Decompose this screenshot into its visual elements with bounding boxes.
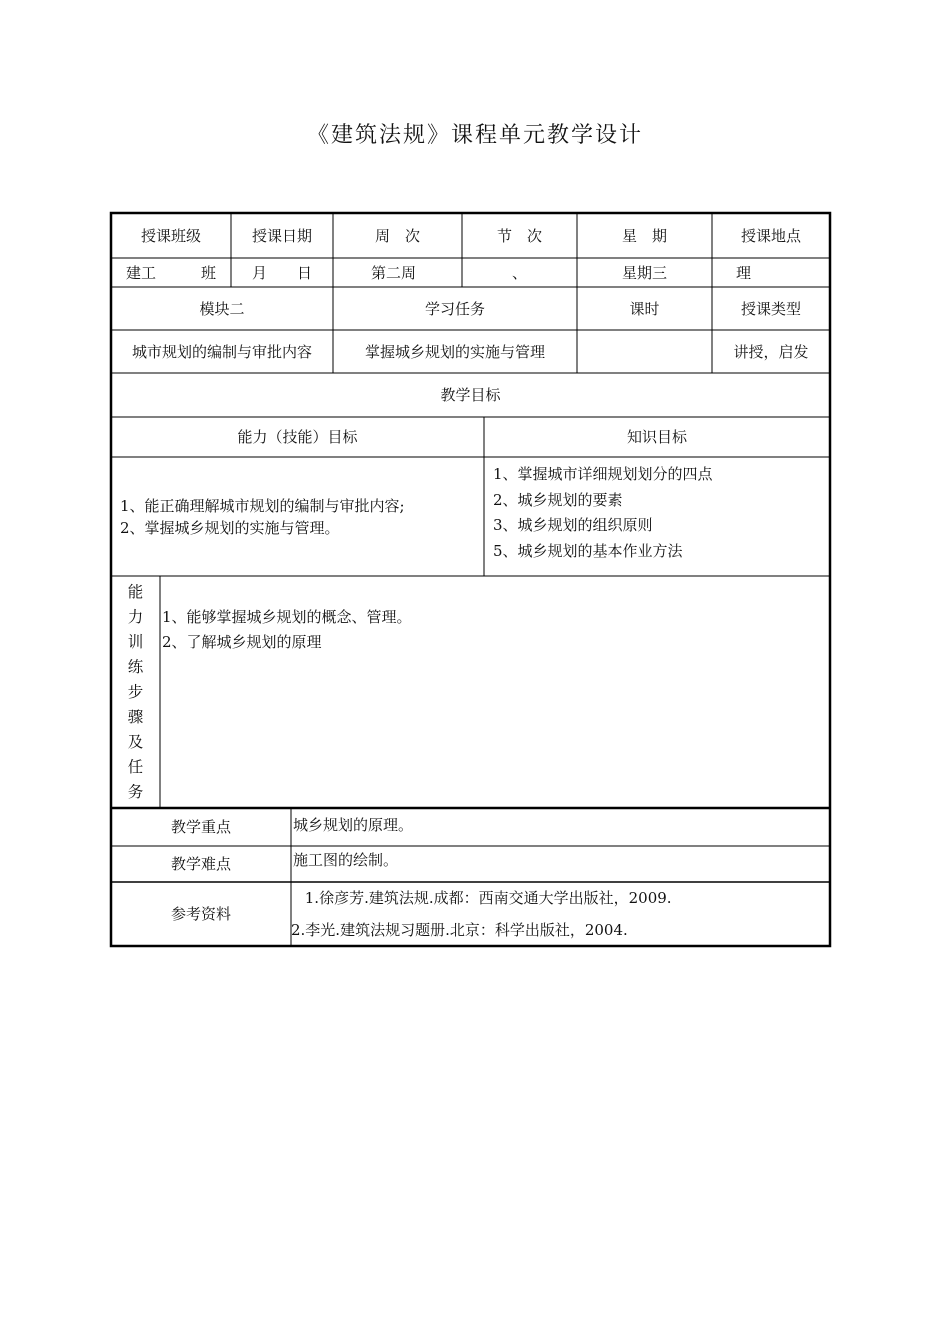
weekday-value: 星期三 [621, 263, 667, 282]
training-label-char: 能 [127, 582, 144, 601]
date-label: 授课日期 [251, 226, 312, 245]
week-value: 第二周 [371, 263, 417, 282]
type-value: 讲授，启发 [733, 342, 809, 361]
place-label: 授课地点 [740, 226, 801, 245]
module-value: 城市规划的编制与审批内容 [131, 342, 312, 361]
page-title: 《建筑法规》课程单元教学设计 [306, 123, 643, 148]
ability-item: 1、能正确理解城市规划的编制与审批内容; [120, 496, 405, 515]
hours-value [577, 330, 712, 373]
training-label-char: 训 [127, 632, 144, 651]
training-content [160, 576, 830, 808]
knowledge-item: 2、城乡规划的要素 [493, 490, 623, 509]
task-label: 学习任务 [424, 299, 485, 318]
training-label-char: 骤 [127, 707, 144, 726]
type-label: 授课类型 [740, 299, 801, 318]
knowledge-objectives [484, 457, 830, 576]
task-value: 掌握城乡规划的实施与管理 [364, 342, 545, 361]
hours-label: 课时 [629, 299, 660, 318]
period-value: 、 [511, 263, 527, 282]
ability-heading: 能力（技能）目标 [237, 428, 358, 446]
training-label-char: 任 [127, 757, 144, 776]
class-value: 建工 班 [125, 263, 216, 282]
references-value [291, 882, 830, 946]
training-label-char: 及 [127, 732, 144, 751]
reference-item: 2.李光.建筑法规习题册.北京：科学出版社，2004. [291, 921, 628, 939]
class-label: 授课班级 [140, 226, 201, 245]
module-label: 模块二 [199, 299, 245, 318]
training-label-char: 练 [127, 657, 144, 676]
ability-objectives [111, 457, 484, 576]
difficulty-value: 施工图的绘制。 [293, 851, 399, 869]
knowledge-item: 1、掌握城市详细规划划分的四点 [493, 465, 713, 483]
training-item: 2、了解城乡规划的原理 [162, 633, 322, 651]
date-value: 月 日 [251, 263, 312, 282]
knowledge-heading: 知识目标 [626, 428, 687, 446]
difficulty-label: 教学难点 [170, 855, 231, 873]
ability-item: 2、掌握城乡规划的实施与管理。 [120, 518, 340, 537]
references-label: 参考资料 [170, 905, 231, 923]
knowledge-item: 3、城乡规划的组织原则 [493, 516, 653, 534]
week-label: 周 次 [374, 226, 420, 245]
weekday-label: 星 期 [621, 226, 667, 245]
knowledge-item: 5、城乡规划的基本作业方法 [493, 541, 683, 560]
training-label-char: 步 [127, 682, 144, 701]
training-label-char: 力 [127, 607, 144, 626]
objectives-heading: 教学目标 [440, 386, 501, 404]
training-item: 1、能够掌握城乡规划的概念、管理。 [162, 608, 412, 626]
key-point-label: 教学重点 [170, 818, 231, 836]
period-label: 节 次 [496, 226, 542, 245]
place-value: 理 [736, 263, 752, 282]
training-label-char: 务 [127, 782, 144, 801]
key-point-value: 城乡规划的原理。 [293, 816, 414, 834]
reference-item: 1.徐彦芳.建筑法规.成都：西南交通大学出版社，2009. [300, 889, 672, 907]
training-label [111, 576, 160, 808]
